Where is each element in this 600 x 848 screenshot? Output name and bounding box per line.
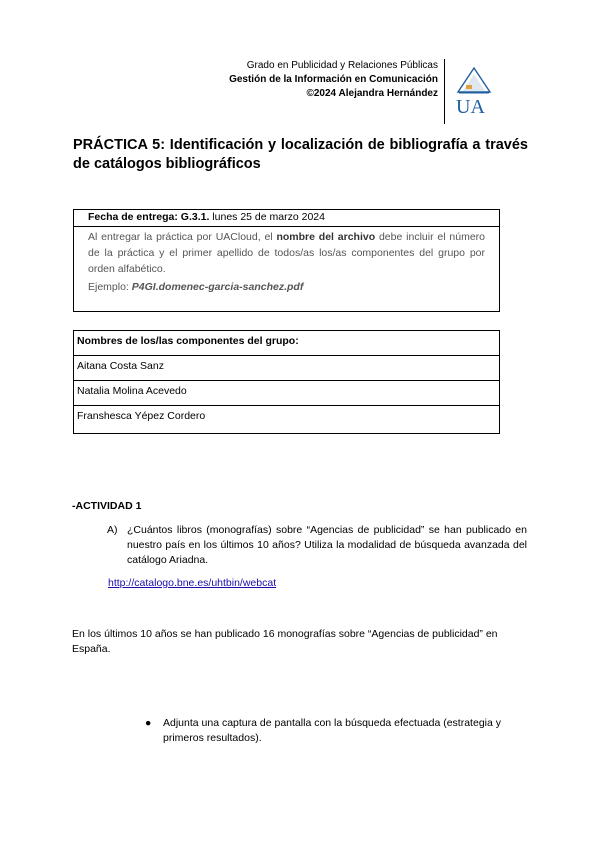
group-members-table (73, 330, 500, 434)
university-logo-text: UA (456, 96, 485, 118)
bullet-icon: ● (145, 717, 152, 729)
note-bold: nombre del archivo (276, 231, 376, 243)
document-header (229, 59, 438, 101)
delivery-label: Fecha de entrega: G.3.1. (88, 211, 210, 223)
header-divider (444, 59, 445, 124)
example-filename (74, 277, 499, 293)
answer-text: En los últimos 10 años se han publicado 16 monografías sobre “Agencias de publicidad” en España. (72, 628, 498, 655)
delivery-date: lunes 25 de marzo 2024 (209, 211, 325, 223)
delivery-note (74, 227, 499, 277)
author-credit: ©2024 Alejandra Hernández (306, 88, 438, 99)
example-label: Ejemplo: (88, 281, 132, 293)
delivery-date-row (74, 210, 499, 227)
degree-name: Grado en Publicidad y Relaciones Públicas (246, 60, 438, 71)
catalog-link[interactable]: http://catalogo.bne.es/uhtbin/webcat (108, 577, 277, 589)
group-table-header: Nombres de los/las componentes del grupo: (74, 331, 499, 356)
activity-title: -ACTIVIDAD 1 (72, 500, 142, 512)
course-name: Gestión de la Información en Comunicación (229, 74, 438, 85)
question-text: ¿Cuántos libros (monografías) sobre “Agencias de publicidad” se han publicado en nuestro país en los últimos 10 años? Utiliza la modalidad de búsqueda avanzada del catálogo Ariadna. (127, 524, 527, 566)
question-letter: A) (107, 524, 118, 536)
practice-title: PRÁCTICA 5: Identificación y localización de bibliografía a través de catálogos bibliográficos (73, 137, 528, 172)
example-file: P4GI.domenec-garcia-sanchez.pdf (131, 281, 304, 293)
note-text: Al entregar la práctica por UACloud, el (88, 231, 277, 243)
group-member-row: Aitana Costa Sanz (74, 356, 499, 381)
delivery-box (73, 209, 500, 312)
group-member-row: Franshesca Yépez Cordero (77, 410, 206, 422)
note-text-end: debe incluir el número de la práctica y el primer apellido de todos/as los/as componentes del grupo por orden alfabético. (88, 231, 486, 275)
group-member-row: Natalia Molina Acevedo (74, 381, 499, 406)
bullet-text: Adjunta una captura de pantalla con la búsqueda efectuada (estrategia y primeros resultados). (163, 717, 501, 744)
